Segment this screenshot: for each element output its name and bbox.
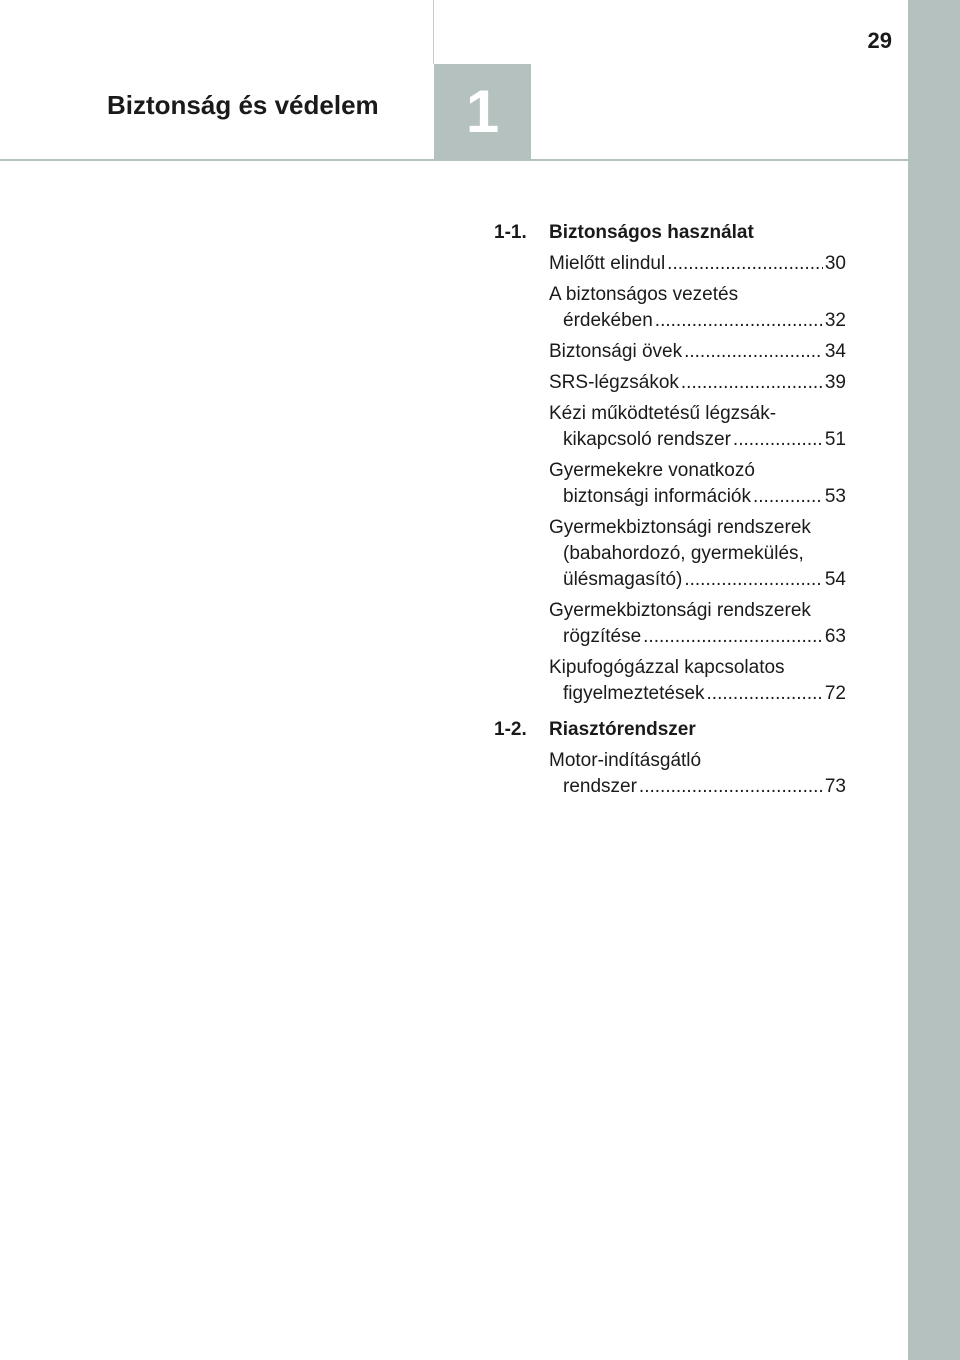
dot-leader bbox=[707, 681, 823, 707]
toc-entry[interactable] bbox=[549, 339, 846, 365]
toc-entry-text: SRS-légzsákok bbox=[549, 372, 679, 393]
toc-entry-row bbox=[549, 339, 846, 365]
toc-entry-text: (babahordozó, gyermekülés, bbox=[563, 543, 804, 564]
toc-entry-text: Biztonsági övek bbox=[549, 341, 683, 362]
toc-entry-text: Gyermekbiztonsági rendszerek bbox=[549, 600, 811, 621]
dot-leader bbox=[684, 567, 823, 593]
toc-entry-text: rendszer bbox=[563, 776, 637, 797]
dot-leader bbox=[733, 427, 823, 453]
chapter-side-tab bbox=[908, 0, 960, 1360]
toc-entry-text: Kézi működtetésű légzsák- bbox=[549, 403, 777, 424]
toc-entry-row bbox=[549, 624, 846, 650]
toc-section-title: Biztonságos használat bbox=[549, 222, 754, 243]
dot-leader bbox=[655, 308, 823, 334]
dot-leader bbox=[684, 339, 823, 365]
toc-entry[interactable] bbox=[549, 515, 846, 593]
toc-section-number: 1-2. bbox=[494, 719, 527, 740]
toc-entry-text: Gyermekekre vonatkozó bbox=[549, 460, 755, 481]
dot-leader bbox=[667, 251, 823, 277]
toc-section-title: Riasztórendszer bbox=[549, 719, 696, 740]
table-of-contents bbox=[494, 219, 846, 805]
toc-entry-row bbox=[549, 251, 846, 277]
header-vertical-divider bbox=[433, 0, 434, 64]
toc-entry[interactable] bbox=[549, 282, 846, 334]
toc-entry-text: Gyermekbiztonsági rendszerek bbox=[549, 517, 811, 538]
toc-entry-row bbox=[549, 774, 846, 800]
toc-entry-page: 73 bbox=[824, 776, 846, 797]
toc-entry-page: 30 bbox=[824, 253, 846, 274]
dot-leader bbox=[643, 624, 823, 650]
toc-entry-page: 72 bbox=[824, 683, 846, 704]
toc-entry-page: 53 bbox=[824, 486, 846, 507]
toc-entry-text: Kipufogógázzal kapcsolatos bbox=[549, 657, 785, 678]
dot-leader bbox=[639, 774, 823, 800]
toc-entry[interactable] bbox=[549, 251, 846, 277]
toc-entry[interactable] bbox=[549, 458, 846, 510]
toc-entry-page: 63 bbox=[824, 626, 846, 647]
toc-section-number: 1-1. bbox=[494, 222, 527, 243]
toc-entry[interactable] bbox=[549, 401, 846, 453]
chapter-number-block bbox=[434, 64, 531, 160]
toc-entry-page: 39 bbox=[824, 372, 846, 393]
toc-entry-text: figyelmeztetések bbox=[563, 683, 705, 704]
chapter-title: Biztonság és védelem bbox=[107, 90, 379, 120]
toc-entry-text: Mielőtt elindul bbox=[549, 253, 666, 274]
toc-entry-page: 54 bbox=[824, 569, 846, 590]
toc-entry-text: biztonsági információk bbox=[563, 486, 751, 507]
toc-entry-row bbox=[549, 567, 846, 593]
toc-entry-text: érdekében bbox=[563, 310, 653, 331]
toc-entry-text: ülésmagasító) bbox=[563, 569, 683, 590]
toc-entry-row bbox=[549, 484, 846, 510]
toc-entry-text: rögzítése bbox=[563, 626, 642, 647]
toc-entry-text: Motor-indításgátló bbox=[549, 750, 702, 771]
toc-entry[interactable] bbox=[549, 370, 846, 396]
toc-entry[interactable] bbox=[549, 598, 846, 650]
toc-entry-page: 34 bbox=[824, 341, 846, 362]
toc-entry-text: kikapcsoló rendszer bbox=[563, 429, 731, 450]
toc-entry-page: 51 bbox=[824, 429, 846, 450]
toc-entry-row bbox=[549, 681, 846, 707]
toc-section-heading[interactable] bbox=[494, 716, 846, 744]
chapter-number: 1 bbox=[465, 78, 500, 145]
toc-entry[interactable] bbox=[549, 655, 846, 707]
toc-entry-text: A biztonságos vezetés bbox=[549, 284, 739, 305]
toc-section-heading[interactable] bbox=[494, 219, 846, 247]
dot-leader bbox=[681, 370, 823, 396]
toc-entry[interactable] bbox=[549, 748, 846, 800]
toc-entry-row bbox=[549, 308, 846, 334]
dot-leader bbox=[753, 484, 823, 510]
toc-entry-page: 32 bbox=[824, 310, 846, 331]
toc-entry-row bbox=[549, 427, 846, 453]
toc-entry-row bbox=[549, 370, 846, 396]
page-number: 29 bbox=[867, 28, 892, 53]
